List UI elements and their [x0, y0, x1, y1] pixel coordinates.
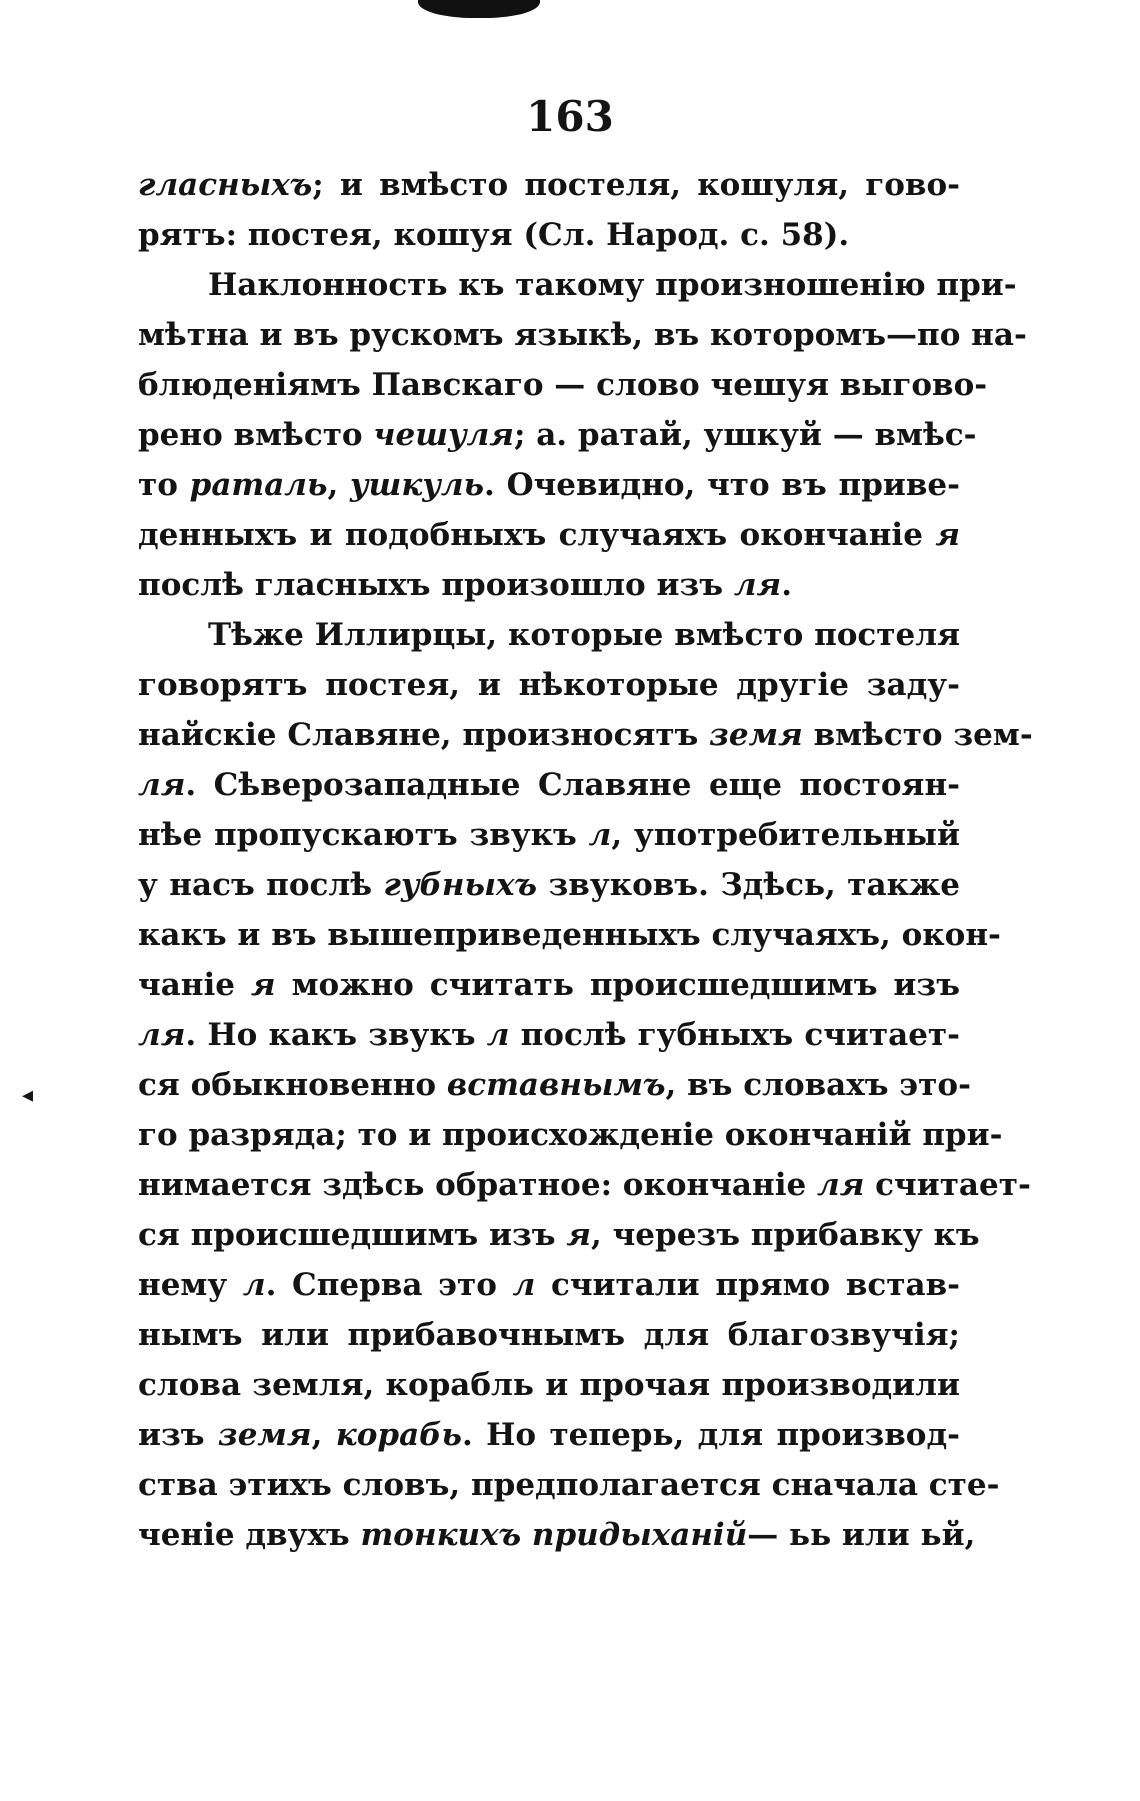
text-line — [138, 1110, 1003, 1160]
text-line — [138, 210, 960, 260]
text-line — [138, 1360, 960, 1410]
text-run: Наклонность къ такому произношенію при- — [208, 267, 1017, 303]
text-run: . Но теперь, для производ- — [462, 1417, 961, 1453]
italic-run: корабь — [335, 1417, 462, 1453]
italic-run: ля — [733, 567, 782, 603]
text-line — [138, 960, 960, 1010]
italic-run: я — [566, 1217, 592, 1253]
text-line — [138, 1210, 980, 1260]
text-run: , — [311, 1417, 336, 1453]
text-line — [138, 1060, 971, 1110]
page-number: 163 — [526, 92, 614, 141]
text-run: то — [138, 467, 190, 503]
italic-run: я — [935, 517, 960, 553]
ink-blot — [418, 0, 540, 18]
text-run: говорятъ постея, и нѣкоторые другіе заду- — [138, 667, 960, 703]
text-run: , въ словахъ это- — [665, 1067, 971, 1103]
text-run: послѣ губныхъ считает- — [509, 1017, 960, 1053]
text-line — [138, 1410, 960, 1460]
text-run: слова земля, корабль и прочая производили — [138, 1367, 960, 1403]
text-run: рятъ: постея, кошуя (Сл. Народ. с. 58). — [138, 217, 850, 253]
italic-run: вставнымъ — [446, 1067, 666, 1103]
text-run: , — [327, 467, 351, 503]
text-run: Тѣже Иллирцы, которые вмѣсто постеля — [208, 617, 960, 653]
text-run: . — [781, 567, 792, 603]
text-run: — ьь или ьй, — [747, 1517, 976, 1553]
text-line — [138, 460, 960, 510]
text-run: . Но какъ звукъ — [185, 1017, 487, 1053]
text-run: изъ — [138, 1417, 218, 1453]
italic-run: л — [486, 1017, 510, 1053]
text-run: блюденіямъ Павскаго — слово чешуя выгово- — [138, 367, 988, 403]
italic-run: ля — [817, 1167, 865, 1203]
text-run: . Сперва это — [265, 1267, 513, 1303]
text-line — [138, 610, 960, 660]
text-line — [138, 860, 960, 910]
text-run: ; и вмѣсто постеля, кошуля, гово- — [312, 167, 960, 203]
text-run: . Очевидно, что въ приве- — [484, 467, 960, 503]
text-run: . Сѣверозападные Славяне еще постоян- — [185, 767, 960, 803]
text-run: го разряда; то и происхожденіе окончаній при- — [138, 1117, 1003, 1153]
text-run: денныхъ и подобныхъ случаяхъ окончаніе — [138, 517, 936, 553]
italic-run: ля — [138, 767, 186, 803]
text-run: ся происшедшимъ изъ — [138, 1217, 567, 1253]
italic-run: л — [242, 1267, 266, 1303]
text-line — [138, 560, 960, 610]
text-line — [138, 1460, 1000, 1510]
text-line — [138, 1160, 1031, 1210]
text-line — [138, 1310, 960, 1360]
text-line — [138, 1510, 976, 1560]
text-run: ченіе двухъ — [138, 1517, 361, 1553]
text-run: мѣтна и въ рускомъ языкѣ, въ которомъ—по на- — [138, 317, 1027, 353]
italic-run: губныхъ — [383, 867, 538, 903]
text-run: чаніе — [138, 967, 251, 1003]
text-line — [138, 810, 960, 860]
text-run: какъ и въ вышеприведенныхъ случаяхъ, окон- — [138, 917, 1001, 953]
text-line — [138, 710, 1033, 760]
text-run: нему — [138, 1267, 243, 1303]
text-run: рено вмѣсто — [138, 417, 374, 453]
text-run: , употребительный — [611, 817, 960, 853]
italic-run: чешуля — [373, 417, 514, 453]
italic-run: ушкуль — [350, 467, 485, 503]
italic-run: земя — [709, 717, 803, 753]
italic-run: тонкихъ придыханій — [360, 1517, 748, 1553]
italic-run: л — [588, 817, 612, 853]
italic-run: земя — [217, 1417, 312, 1453]
margin-mark: ◂ — [22, 1082, 34, 1108]
text-run: ; а. ратай, ушкуй — вмѣс- — [513, 417, 977, 453]
italic-run: ля — [138, 1017, 186, 1053]
text-run: нимается здѣсь обратное: окончаніе — [138, 1167, 817, 1203]
text-line — [138, 660, 960, 710]
italic-run: я — [250, 967, 276, 1003]
text-line — [138, 360, 988, 410]
text-run: , черезъ прибавку къ — [591, 1217, 980, 1253]
text-run: считали прямо встав- — [535, 1267, 960, 1303]
text-run: можно считать происшедшимъ изъ — [275, 967, 960, 1003]
text-run: считает- — [864, 1167, 1031, 1203]
text-run: вмѣсто зем- — [802, 717, 1033, 753]
text-line — [138, 510, 960, 560]
text-line — [138, 260, 1017, 310]
text-run: звуковъ. Здѣсь, также — [537, 867, 960, 903]
italic-run: л — [512, 1267, 536, 1303]
italic-run: раталь — [189, 467, 328, 503]
text-line — [138, 760, 960, 810]
text-run: у насъ послѣ — [138, 867, 384, 903]
text-run: послѣ гласныхъ произошло изъ — [138, 567, 734, 603]
text-run: ства этихъ словъ, предполагается сначала сте- — [138, 1467, 1000, 1503]
text-line — [138, 1010, 960, 1060]
text-run: найскіе Славяне, произносятъ — [138, 717, 710, 753]
italic-run: гласныхъ — [138, 167, 313, 203]
text-run: ся обыкновенно — [138, 1067, 447, 1103]
text-line — [138, 910, 1001, 960]
text-line — [138, 1260, 960, 1310]
text-run: нѣе пропускаютъ звукъ — [138, 817, 589, 853]
text-line — [138, 410, 977, 460]
text-line — [138, 160, 960, 210]
body-text — [138, 160, 1033, 1560]
text-line — [138, 310, 1027, 360]
text-run: нымъ или прибавочнымъ для благозвучія; — [138, 1317, 960, 1353]
